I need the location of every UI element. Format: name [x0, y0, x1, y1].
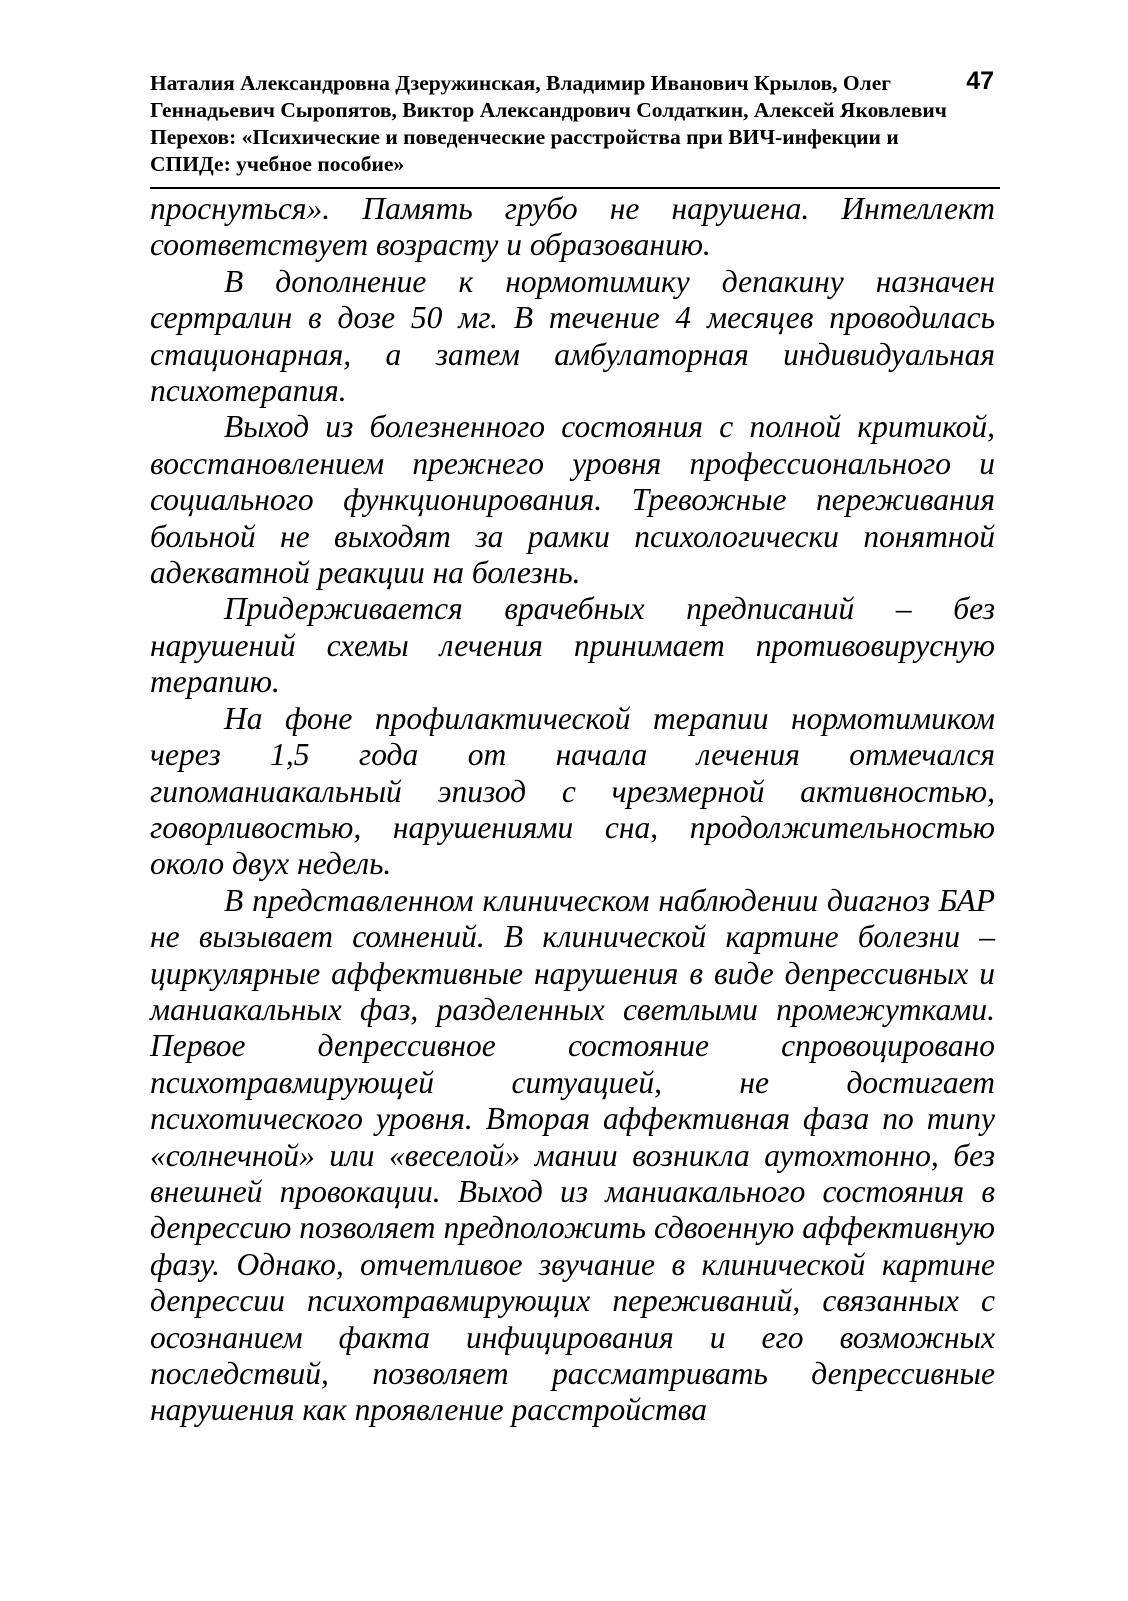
paragraph: Выход из болезненного состояния с полной критикой, восстановлением прежнего уровня профессионального и социального функционирования. Тревожные переживания больной не выходят за рамки психологически понятной адекватной реакции на болезнь. — [150, 409, 995, 591]
page-number: 47 — [966, 67, 994, 95]
paragraph: В дополнение к нормотимику депакину назначен сертралин в дозе 50 мг. В течение 4 месяцев проводилась стационарная, а затем амбулаторная индивидуальная психотерапия. — [150, 263, 995, 409]
paragraph: проснуться». Память грубо не нарушена. Интеллект соответствует возрасту и образованию. — [150, 191, 995, 263]
running-header — [150, 67, 994, 178]
paragraph: В представленном клиническом наблюдении диагноз БАР не вызывает сомнений. В клинической картине болезни – циркулярные аффективные нарушения в виде депрессивных и маниакальных фаз, разделенных светлыми промежутками. Первое депрессивное состояние спровоцировано психотравмирующей ситуацией, не достигает психотического уровня. Вторая аффективная фаза по типу «солнечной» или «веселой» мании возникла аутохтонно, без внешней провокации. Выход из маниакального состояния в депрессию позволяет предположить сдвоенную аффективную фазу. Однако, отчетливое звучание в клинической картине депрессии психотравмирующих переживаний, связанных с осознанием факта инфицирования и его возможных последствий, позволяет рассматривать депрессивные нарушения как проявление расстройства — [150, 882, 995, 1428]
paragraph: Придерживается врачебных предписаний – без нарушений схемы лечения принимает противовирусную терапию. — [150, 591, 995, 700]
paragraph: На фоне профилактической терапии нормотимиком через 1,5 года от начала лечения отмечался гипоманиакальный эпизод с чрезмерной активностью, говорливостью, нарушениями сна, продолжительностью около двух недель. — [150, 700, 995, 882]
header-divider — [150, 187, 1000, 189]
page-body — [150, 191, 995, 1429]
book-citation: Наталия Александровна Дзеружинская, Владимир Иванович Крылов, Олег Геннадьевич Сыропятов, Виктор Александрович Солдаткин, Алексей Яковлевич Перехов: «Психические и поведенческие расстройства при ВИЧ-инфекции и СПИДе: учебное пособие» — [150, 71, 947, 176]
